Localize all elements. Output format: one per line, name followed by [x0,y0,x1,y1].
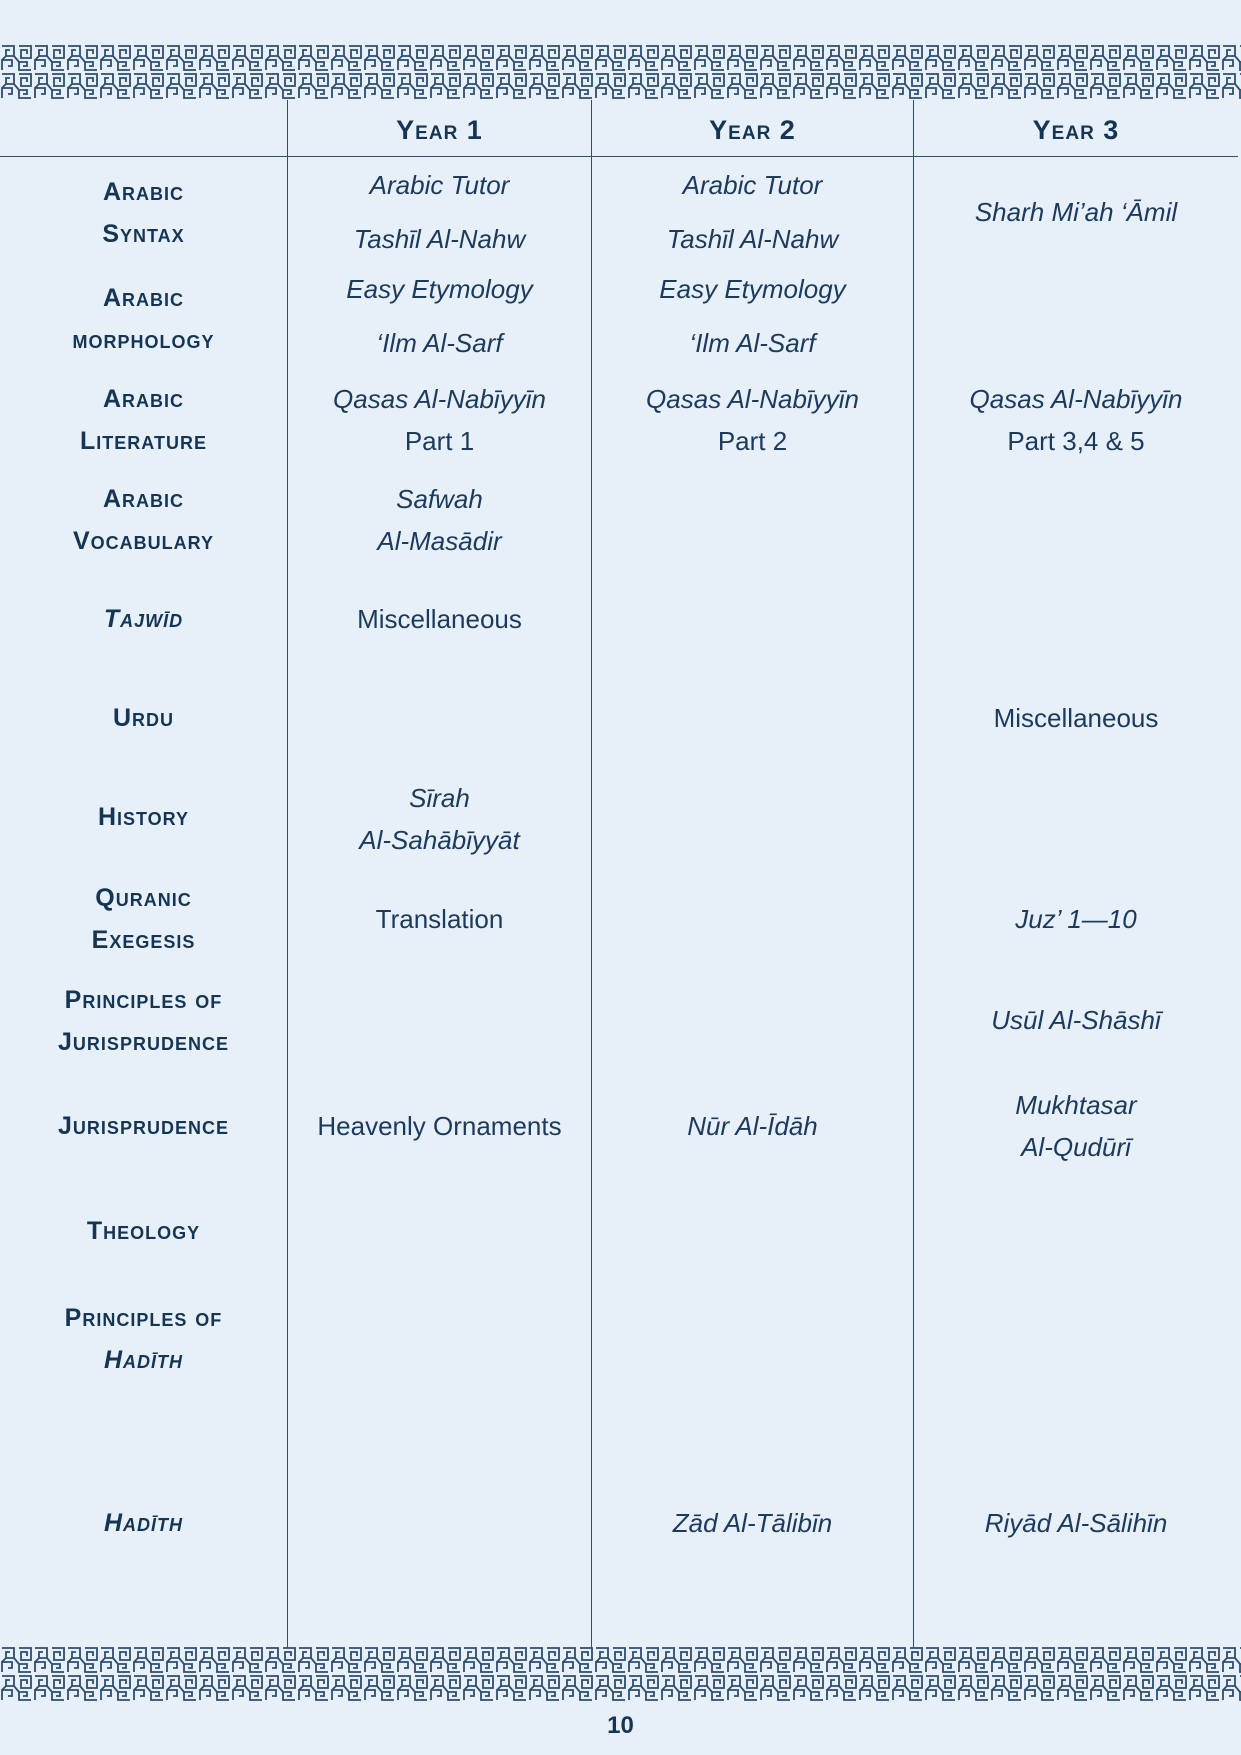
subject-arabic-literature: Arabic Literature [80,385,207,455]
subject-quranic-exegesis: Quranic Exegesis [91,884,196,954]
subject-tajwid: Tajwīd [103,605,184,633]
subject-arabic-vocabulary: Arabic Vocabulary [72,485,214,555]
decorative-border-top [0,44,1241,100]
hadith-year2-book: Zād Al-Tālibīn [672,1508,833,1538]
exegesis-year1-book: Translation [375,904,504,934]
jurisprudence-year1-book: Heavenly Ornaments [317,1111,562,1141]
syntax-year1-books: Arabic Tutor Tashīl Al-Nahw [353,170,526,254]
header-year-2: Year 2 [709,114,796,145]
tajwid-year1-book: Miscellaneous [357,604,522,634]
subject-urdu: Urdu [112,704,175,732]
page-number: 10 [607,1712,634,1739]
morphology-year2-books: Easy Etymology ‘Ilm Al-Sarf [659,274,846,358]
morphology-year1-books: Easy Etymology ‘Ilm Al-Sarf [346,274,533,358]
subject-principles-of-jurisprudence: Principles of Jurisprudence [58,986,229,1056]
header-divider [0,156,1238,157]
column-divider [913,100,914,1648]
literature-year1-book: Qasas Al-Nabīyyīn Part 1 [333,384,546,456]
subject-arabic-morphology: Arabic morphology [72,284,215,354]
urdu-year3-book: Miscellaneous [993,703,1159,733]
jurisprudence-year3-book: Mukhtasar Al-Qudūrī [1015,1090,1137,1162]
subject-jurisprudence: Jurisprudence [58,1112,229,1140]
header-year-3: Year 3 [1032,114,1120,145]
subject-hadith: Hadīth [103,1509,184,1537]
exegesis-year3-book: Juz’ 1—10 [1015,904,1137,934]
hadith-year3-book: Riyād Al-Sālihīn [984,1508,1168,1538]
subject-arabic-syntax: Arabic Syntax [102,178,185,248]
vocabulary-year1-book: Safwah Al-Masādir [377,484,502,556]
history-year1-book: Sīrah Al-Sahābīyyāt [359,783,520,855]
header-year-1: Year 1 [396,114,483,145]
literature-year3-book: Qasas Al-Nabīyyīn Part 3,4 & 5 [969,384,1183,456]
subject-history: History [97,803,190,831]
poj-year3-book: Usūl Al-Shāshī [991,1005,1161,1035]
jurisprudence-year2-book: Nūr Al-Īdāh [687,1111,818,1141]
decorative-border-bottom [0,1646,1241,1702]
subject-principles-of-hadith: Principles of Hadīth [64,1304,223,1374]
subject-theology: Theology [86,1217,201,1245]
literature-year2-book: Qasas Al-Nabīyyīn Part 2 [646,384,859,456]
syntax-year2-books: Arabic Tutor Tashīl Al-Nahw [666,170,839,254]
syntax-year3-book: Sharh Mi’ah ‘Āmil [974,197,1178,227]
